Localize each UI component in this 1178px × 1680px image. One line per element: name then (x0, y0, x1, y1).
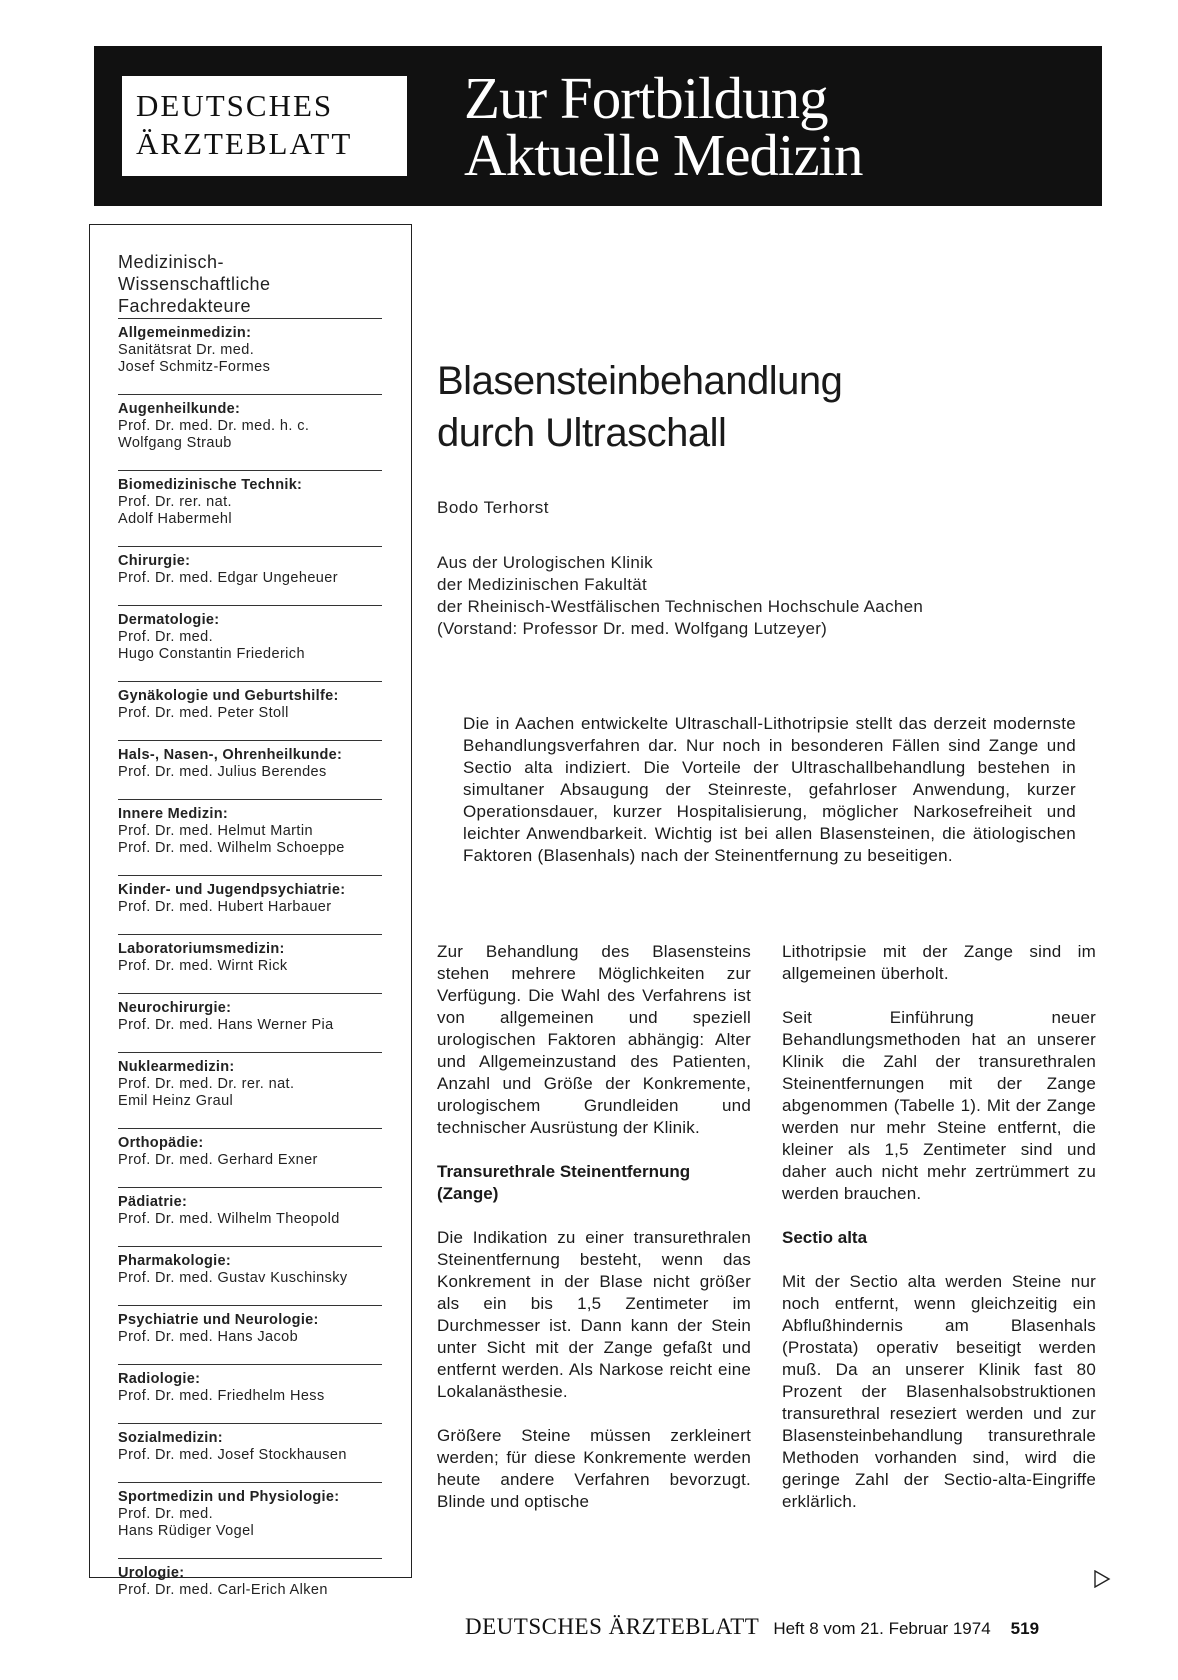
editor-section (118, 681, 382, 722)
editor-name: Prof. Dr. med. Wilhelm Schoeppe (118, 840, 345, 856)
editor-section-heading: Dermatologie: (118, 612, 220, 628)
editor-section-heading: Neurochirurgie: (118, 1000, 232, 1016)
editor-name: Prof. Dr. med. Friedhelm Hess (118, 1388, 325, 1404)
footer-journal-name: DEUTSCHES ÄRZTEBLATT (465, 1614, 760, 1639)
editor-name: Prof. Dr. med. Helmut Martin (118, 823, 313, 839)
editor-section (118, 740, 382, 781)
article-title-line-2: durch Ultraschall (437, 411, 727, 455)
section-title-line-1: Zur Fortbildung (464, 65, 828, 131)
editor-section (118, 318, 382, 376)
editor-section-heading: Psychiatrie und Neurologie: (118, 1312, 319, 1328)
journal-logo (122, 76, 407, 176)
editor-section (118, 470, 382, 528)
sidebar-heading-line: Medizinisch- (118, 252, 225, 272)
editor-section-heading: Kinder- und Jugendpsychiatrie: (118, 882, 346, 898)
sidebar-heading (118, 251, 271, 317)
footer-issue: Heft 8 vom 21. Februar 1974 (773, 1619, 991, 1638)
body-paragraph: Die Indikation zu einer transurethralen Steinentfernung besteht, wenn das Konkrement in der Blase nicht größer als ein bis 1,5 Zentimeter im Durchmesser ist. Dann kann der Stein unter Sicht mit der Zange gefaßt und entfernt werden. Als Narkose reicht eine Lokalanästhesie. (437, 1228, 751, 1401)
editor-name: Prof. Dr. med. Dr. rer. nat. (118, 1076, 295, 1092)
article-author: Bodo Terhorst (437, 498, 550, 517)
subheading-sectio-alta: Sectio alta (782, 1228, 868, 1247)
editor-section-heading: Pädiatrie: (118, 1194, 188, 1210)
editor-name: Prof. Dr. med. Julius Berendes (118, 764, 327, 780)
editor-section (118, 605, 382, 663)
continue-arrow-icon (1077, 1562, 1093, 1578)
editor-section-heading: Gynäkologie und Geburtshilfe: (118, 688, 339, 704)
editor-section (118, 1128, 382, 1169)
body-column-right (782, 941, 1096, 1535)
affiliation-line: der Medizinischen Fakultät (437, 575, 648, 594)
editor-name: Prof. Dr. med. Wilhelm Theopold (118, 1211, 340, 1227)
editor-name: Sanitätsrat Dr. med. (118, 342, 255, 358)
editor-section (118, 1246, 382, 1287)
page-footer (465, 1614, 1039, 1640)
editor-name: Prof. Dr. med. Peter Stoll (118, 705, 289, 721)
editor-section-heading: Laboratoriumsmedizin: (118, 941, 285, 957)
body-paragraph: Mit der Sectio alta werden Steine nur noch entfernt, wenn gleichzeitig ein Abflußhindernis am Blasenhals (Prostata) operativ beseitigt werden muß. Da an unserer Klinik fast 80 Prozent der Blasenhalsobstruktionen transurethral reseziert werden und zur Blasensteinbehandlung transurethrale Methoden vorhanden sind, wird die geringe Zahl der Sectio-alta-Eingriffe erklärlich. (782, 1272, 1096, 1511)
editor-name: Emil Heinz Graul (118, 1093, 234, 1109)
masthead (94, 46, 1102, 206)
affiliation-line: Aus der Urologischen Klinik (437, 553, 653, 572)
editor-name: Prof. Dr. med. Wirnt Rick (118, 958, 288, 974)
editor-section (118, 799, 382, 857)
editor-name: Prof. Dr. med. Gustav Kuschinsky (118, 1270, 348, 1286)
editor-section (118, 1482, 382, 1540)
editor-section-heading: Chirurgie: (118, 553, 191, 569)
editor-name: Hugo Constantin Friederich (118, 646, 305, 662)
editor-section-heading: Urologie: (118, 1565, 185, 1581)
editor-section-heading: Hals-, Nasen-, Ohrenheilkunde: (118, 747, 343, 763)
subheading-zange: Transurethrale Steinentfernung (Zange) (437, 1162, 691, 1203)
editor-name: Prof. Dr. med. Edgar Ungeheuer (118, 570, 338, 586)
editor-name: Wolfgang Straub (118, 435, 232, 451)
editor-name: Prof. Dr. med. Hubert Harbauer (118, 899, 332, 915)
affiliation-line: (Vorstand: Professor Dr. med. Wolfgang Lutzeyer) (437, 619, 828, 638)
body-paragraph: Seit Einführung neuer Behandlungsmethoden hat an unserer Klinik die Zahl der transurethralen Steinentfernungen mit der Zange abgenommen (Tabelle 1). Mit der Zange werden nur mehr Steine entfernt, die kleiner als 1,5 Zentimeter sind und daher auch nicht mehr zertrümmert zu werden brauchen. (782, 1008, 1096, 1203)
affiliation-line: der Rheinisch-Westfälischen Technischen Hochschule Aachen (437, 597, 924, 616)
page-number: 519 (1010, 1619, 1040, 1638)
editor-section (118, 546, 382, 587)
section-title-line-2: Aktuelle Medizin (464, 122, 863, 188)
author-affiliation (437, 552, 923, 640)
editor-name: Prof. Dr. med. (118, 1506, 214, 1522)
editor-section-heading: Orthopädie: (118, 1135, 204, 1151)
sidebar-heading-line: Fachredakteure (118, 296, 252, 316)
article-title-line-1: Blasensteinbehandlung (437, 359, 843, 403)
editor-name: Prof. Dr. med. (118, 629, 214, 645)
editors-sidebar (89, 224, 412, 1598)
editor-section (118, 1423, 382, 1464)
editor-section-heading: Allgemeinmedizin: (118, 325, 252, 341)
logo-line-2: ÄRZTEBLATT (136, 126, 353, 161)
editor-section (118, 1558, 382, 1599)
editor-section (118, 1187, 382, 1228)
section-title (464, 65, 863, 188)
editor-name: Prof. Dr. med. Hans Jacob (118, 1329, 299, 1345)
editor-section (118, 1364, 382, 1405)
body-paragraph: Größere Steine müssen zerkleinert werden; für diese Konkremente werden heute andere Verfahren bevorzugt. Blinde und optische (437, 1426, 751, 1511)
logo-line-1: DEUTSCHES (136, 88, 334, 123)
editor-name: Josef Schmitz-Formes (118, 359, 271, 375)
body-column-left (437, 941, 751, 1535)
editor-section (118, 1305, 382, 1346)
editor-section-heading: Innere Medizin: (118, 806, 229, 822)
editor-section (118, 993, 382, 1034)
editor-section-heading: Radiologie: (118, 1371, 201, 1387)
editor-name: Prof. Dr. rer. nat. (118, 494, 232, 510)
body-paragraph: Zur Behandlung des Blasensteins stehen mehrere Möglichkeiten zur Verfügung. Die Wahl des Verfahrens ist von allgemeinen und speziell urologischen Faktoren abhängig: Alter und Allgemeinzustand des Patienten, Anzahl und Größe der Konkremente, urologischem Grundleiden und technischer Ausrüstung der Klinik. (437, 942, 751, 1137)
editor-name: Hans Rüdiger Vogel (118, 1523, 255, 1539)
article-title (437, 355, 842, 459)
editor-section (118, 934, 382, 975)
editor-section-heading: Sozialmedizin: (118, 1430, 223, 1446)
editor-name: Prof. Dr. med. Josef Stockhausen (118, 1447, 347, 1463)
body-paragraph: Lithotripsie mit der Zange sind im allgemeinen überholt. (782, 942, 1096, 983)
editor-name: Adolf Habermehl (118, 511, 232, 527)
editor-name: Prof. Dr. med. Carl-Erich Alken (118, 1582, 328, 1598)
article-abstract: Die in Aachen entwickelte Ultraschall-Lithotripsie stellt das derzeit modernste Behandlungsverfahren dar. Nur noch in besonderen Fällen sind Zange und Sectio alta indiziert. Die Vorteile der Ultraschallbehandlung bestehen in simultaner Absaugung der Steinreste, gefahrloser Anwendung, kurzer Operationsdauer, kurzer Hospitalisierung, möglicher Narkosefreiheit und leichter Anwendbarkeit. Wichtig ist bei allen Blasensteinen, die ätiologischen Faktoren (Blasenhals) nach der Steinentfernung zu beseitigen. (463, 714, 1076, 865)
editor-section-heading: Sportmedizin und Physiologie: (118, 1489, 340, 1505)
editor-name: Prof. Dr. med. Dr. med. h. c. (118, 418, 310, 434)
editor-section-heading: Biomedizinische Technik: (118, 477, 303, 493)
editor-section-heading: Nuklearmedizin: (118, 1059, 235, 1075)
sidebar-heading-line: Wissenschaftliche (118, 274, 271, 294)
editor-section (118, 1052, 382, 1110)
editor-name: Prof. Dr. med. Gerhard Exner (118, 1152, 318, 1168)
editor-section (118, 875, 382, 916)
editor-section (118, 394, 382, 452)
editor-name: Prof. Dr. med. Hans Werner Pia (118, 1017, 334, 1033)
editor-section-heading: Augenheilkunde: (118, 401, 241, 417)
editor-section-heading: Pharmakologie: (118, 1253, 231, 1269)
